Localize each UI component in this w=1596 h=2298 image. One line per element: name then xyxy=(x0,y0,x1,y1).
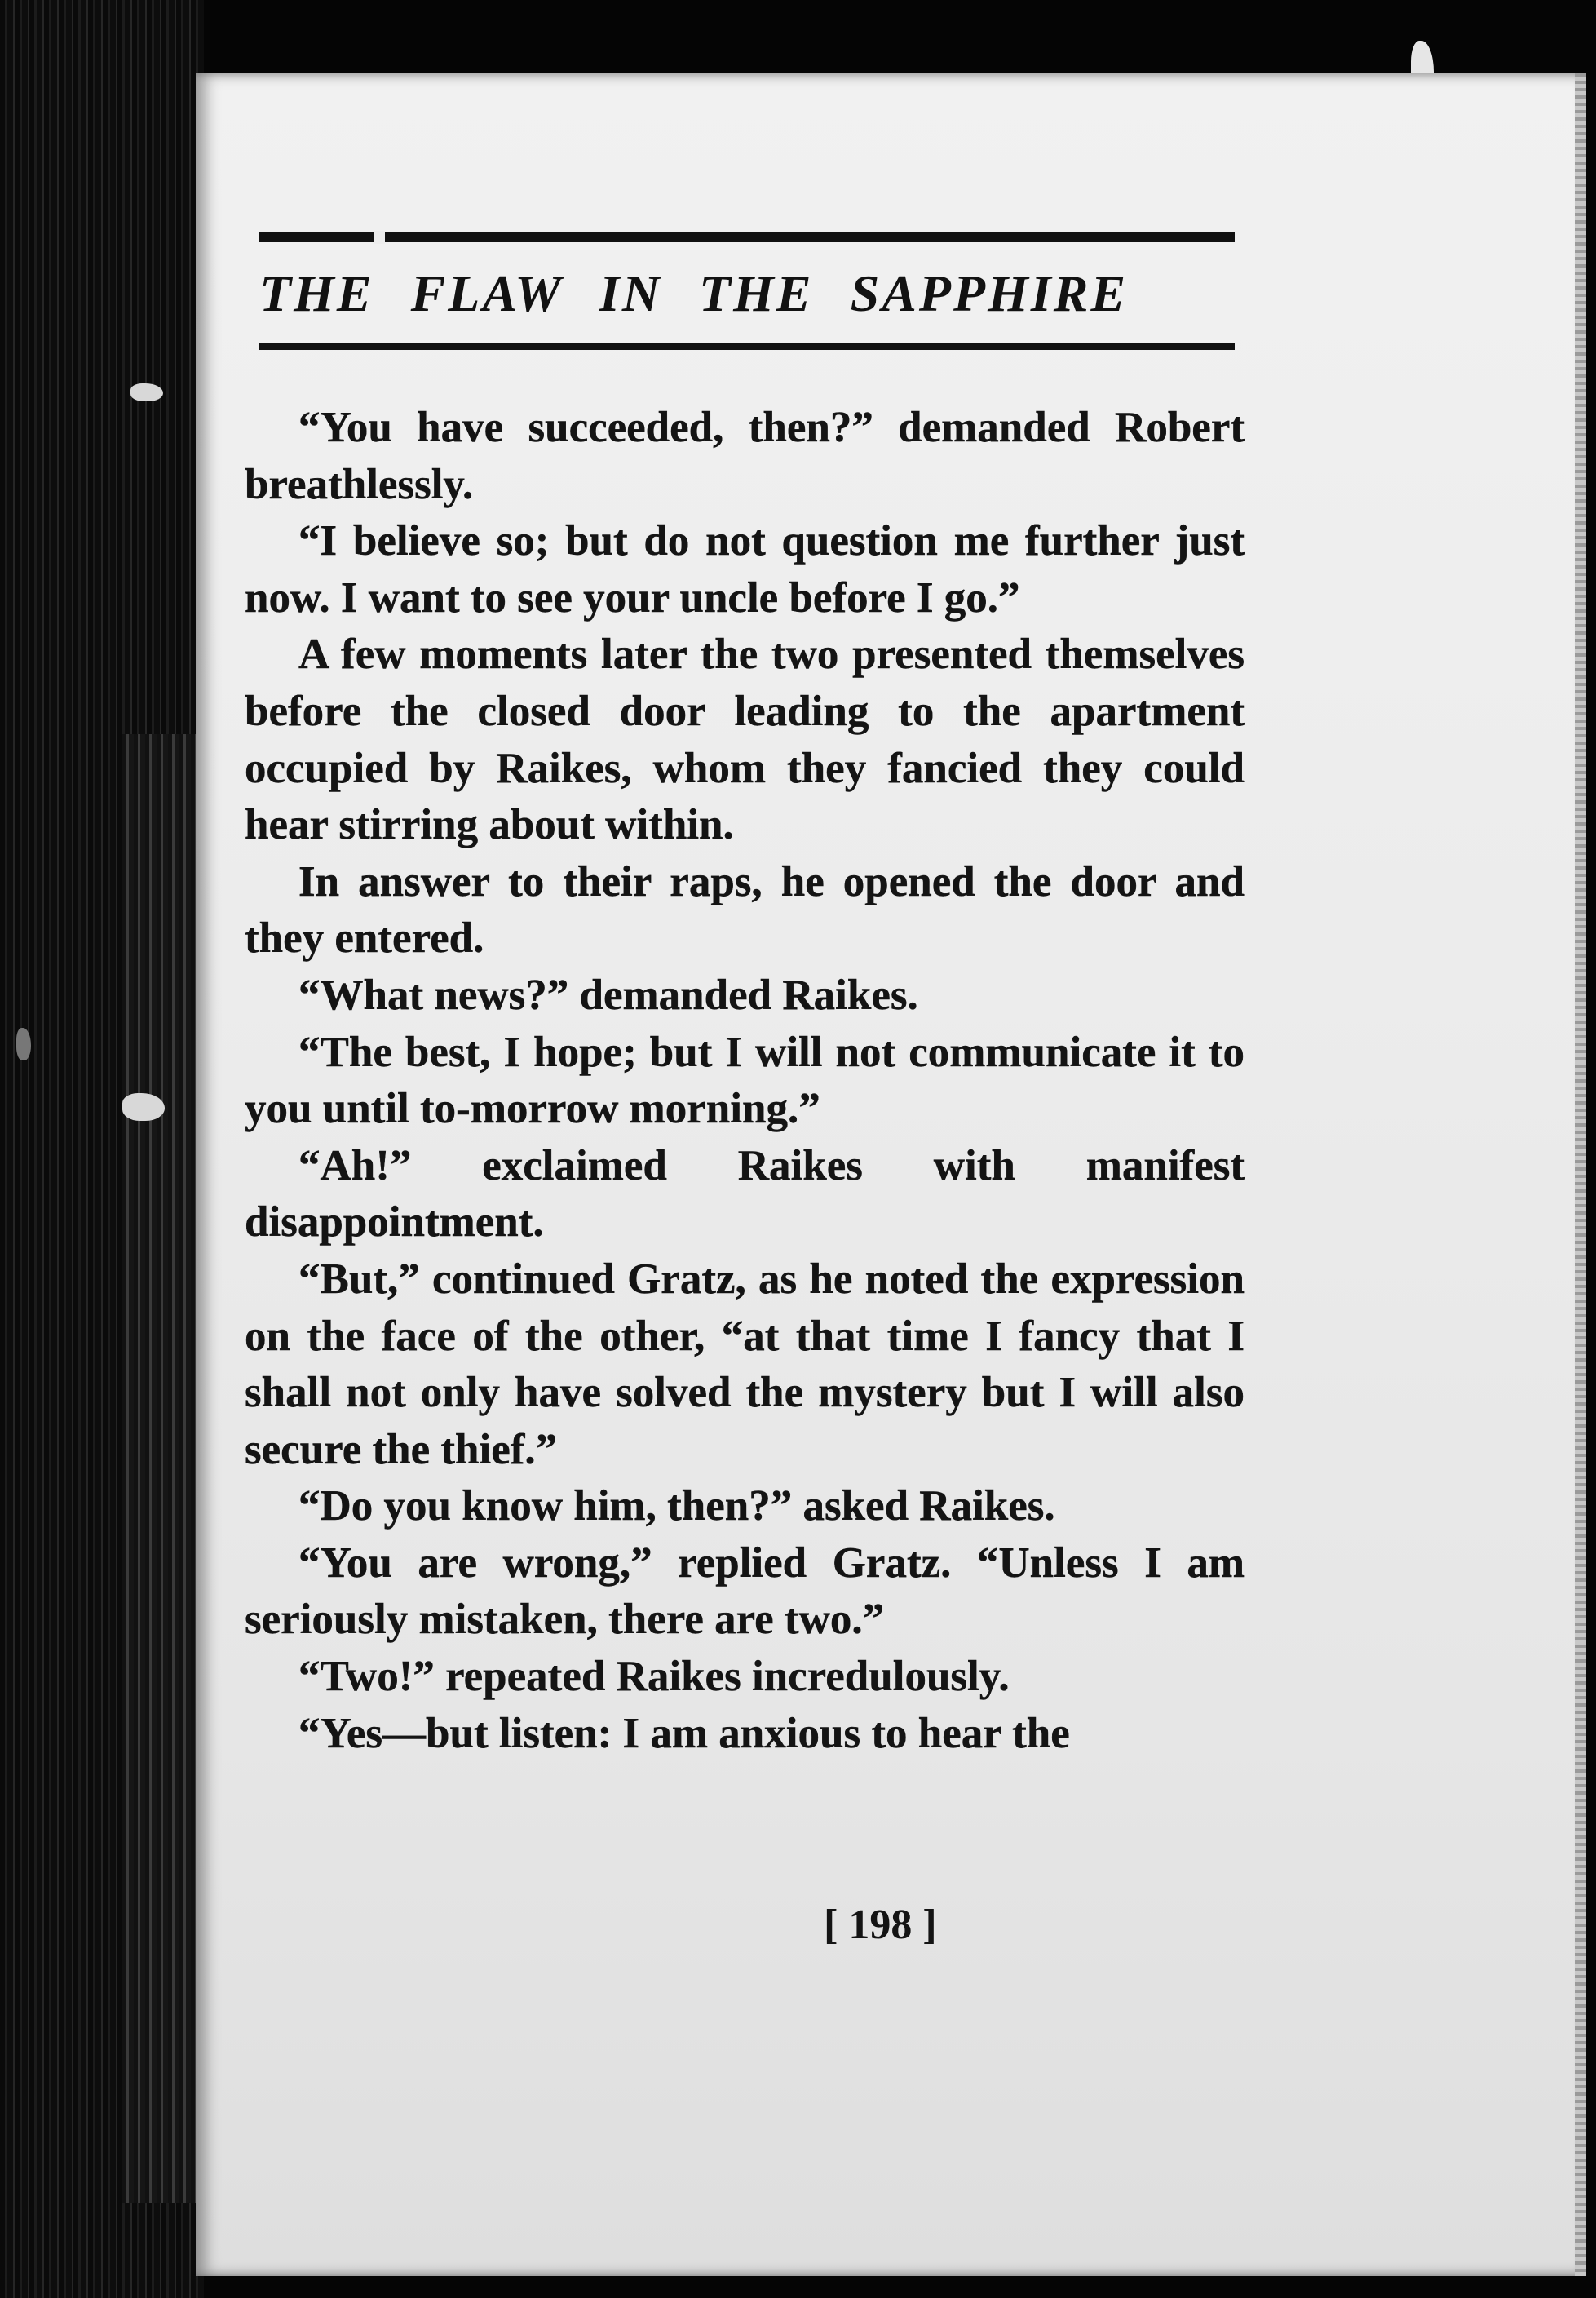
paragraph: “Two!” repeated Raikes incredulously. xyxy=(298,1653,1010,1701)
paragraph: “Ah!” exclaimed Raikes with manifest disappointment. xyxy=(245,1141,1245,1246)
paragraph: “Yes—but listen: I am anxious to hear the xyxy=(298,1709,1070,1757)
paragraph: “But,” continued Gratz, as he noted the expression on the face of the other, “at that time I fancy that I shall not only have solved the mystery but I will also secure the thief.” xyxy=(245,1255,1245,1473)
paragraph: “The best, I hope; but I will not communicate it to you until to-morrow morning.” xyxy=(245,1028,1245,1133)
paragraph: In answer to their raps, he opened the door and they entered. xyxy=(245,857,1245,963)
page-stack-edge xyxy=(122,734,200,2203)
dust-speck xyxy=(122,1093,165,1121)
header-rule-top xyxy=(259,232,1235,242)
header-rule-gap xyxy=(374,231,385,244)
running-head: THE FLAW IN THE SAPPHIRE xyxy=(259,264,1129,322)
page-number: [ 198 ] xyxy=(824,1902,937,1948)
paragraph: “What news?” demanded Raikes. xyxy=(298,971,918,1019)
body-text xyxy=(245,400,1245,1762)
paragraph: “You have succeeded, then?” demanded Robert breathlessly. xyxy=(245,404,1245,508)
dust-speck xyxy=(130,383,163,401)
header-rule-bottom xyxy=(259,343,1235,350)
paragraph: “I believe so; but do not question me further just now. I want to see your uncle before I go.” xyxy=(245,517,1245,622)
page-right-edge xyxy=(1575,73,1586,2276)
paragraph: “Do you know him, then?” asked Raikes. xyxy=(298,1482,1055,1530)
paragraph: “You are wrong,” replied Gratz. “Unless I am seriously mistaken, there are two.” xyxy=(245,1539,1245,1644)
paragraph: A few moments later the two presented themselves before the closed door leading to the apartment occupied by Raikes, whom they fancied they could hear stirring about within. xyxy=(245,631,1245,849)
dust-speck xyxy=(16,1028,31,1060)
